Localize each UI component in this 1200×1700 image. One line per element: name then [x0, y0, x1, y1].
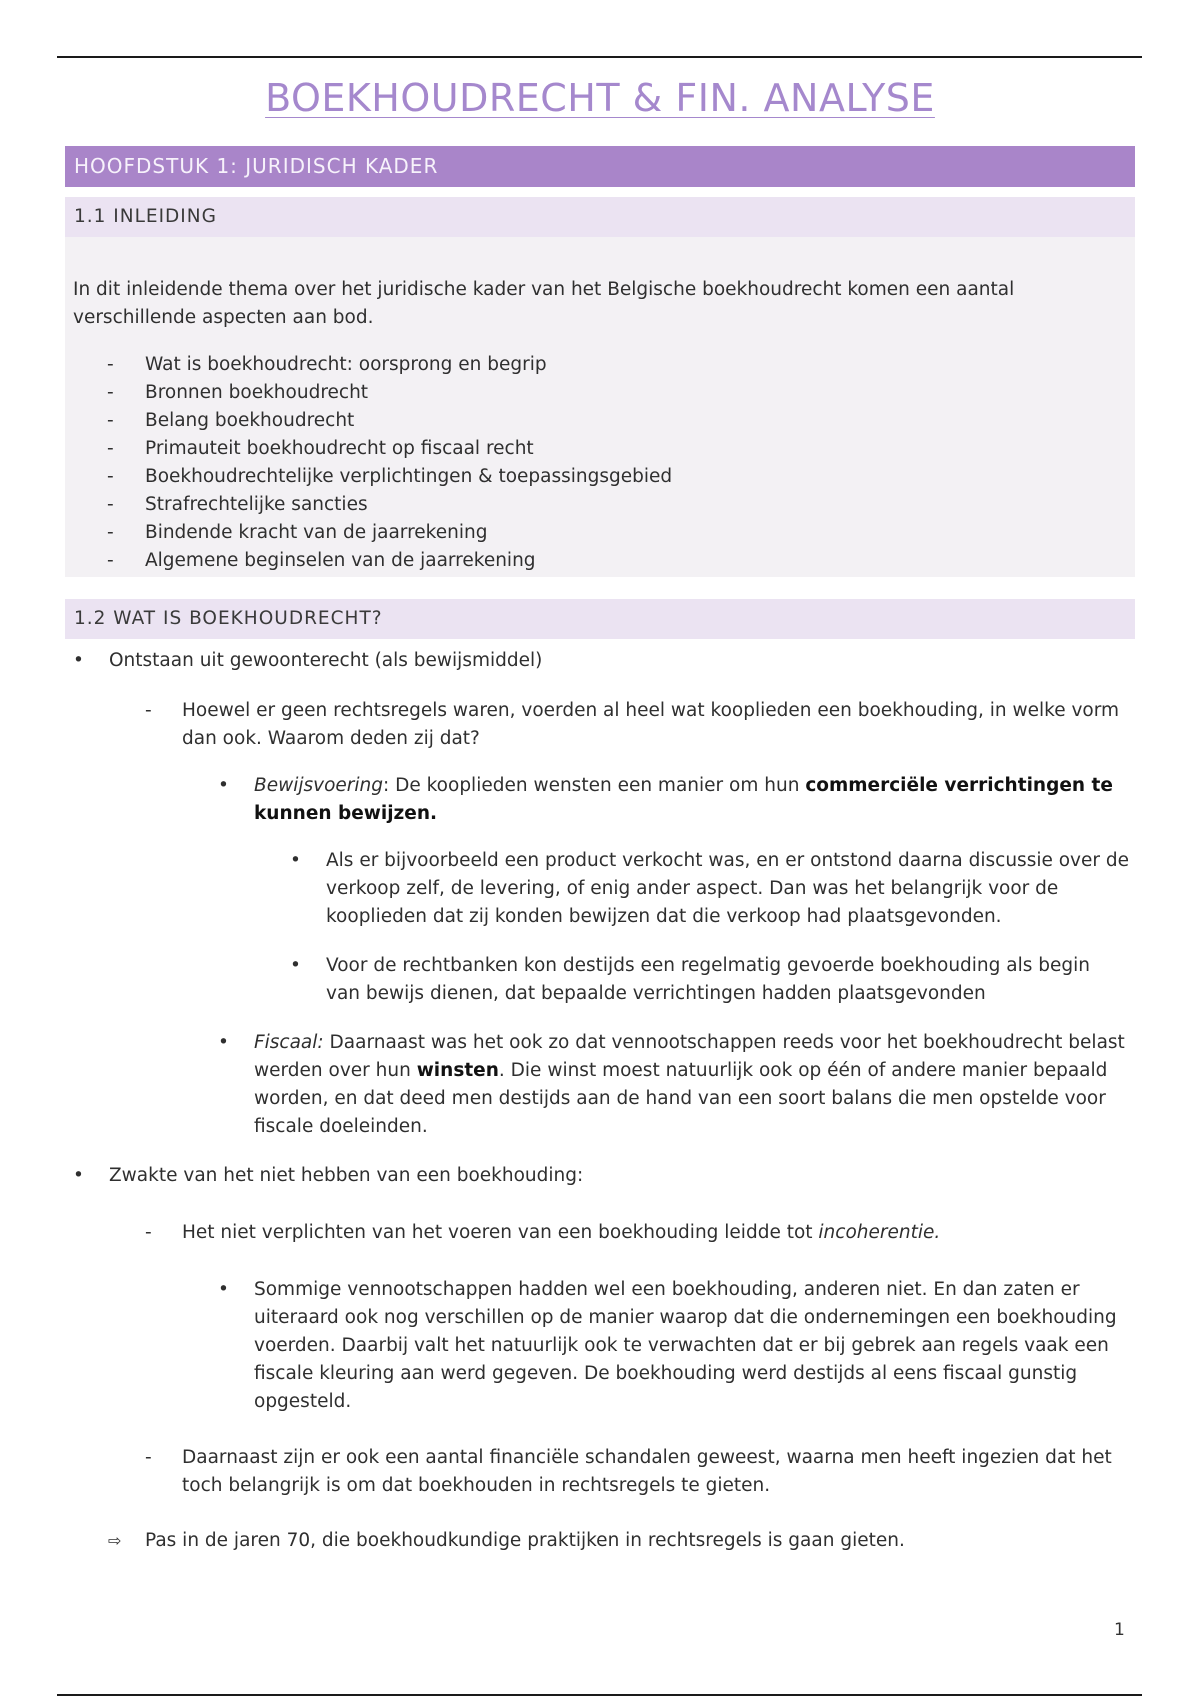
paragraph-line: uiteraard ook nog verschillen op de manier waarop dat die ondernemingen een boekhouding: [254, 1307, 1117, 1328]
list-item: Algemene beginselen van de jaarrekening: [145, 550, 536, 571]
bullet-dot: •: [218, 1032, 229, 1053]
bullet-text: Zwakte van het niet hebben van een boekhouding:: [109, 1165, 584, 1186]
list-marker: -: [107, 382, 114, 403]
term-bewijsvoering: Bewijsvoering: [254, 775, 383, 796]
list-item: Primauteit boekhoudrecht op fiscaal recht: [145, 438, 534, 459]
bullet-text: Ontstaan uit gewoonterecht (als bewijsmiddel): [109, 650, 543, 671]
paragraph-line: worden, en dat deed men destijds aan de hand van een soort balans die men opstelde voor: [254, 1088, 1106, 1109]
list-marker: -: [107, 494, 114, 515]
paragraph-line: Daarnaast zijn er ook een aantal financiële schandalen geweest, waarna men heeft ingezien dat het: [182, 1447, 1112, 1468]
bullet-dash: -: [145, 1447, 152, 1468]
bottom-rule: [57, 1694, 1142, 1696]
paragraph-line: Bewijsvoering: De kooplieden wensten een manier om hun commerciële verrichtingen te: [254, 775, 1113, 796]
paragraph-line: Als er bijvoorbeeld een product verkocht was, en er ontstond daarna discussie over de: [326, 850, 1129, 871]
paragraph-line: Fiscaal: Daarnaast was het ook zo dat vennootschappen reeds voor het boekhoudrecht belast: [254, 1032, 1125, 1053]
paragraph-line: dan ook. Waarom deden zij dat?: [182, 728, 480, 749]
page-number: 1: [1114, 1620, 1125, 1640]
paragraph-line: werden over hun winsten. Die winst moest natuurlijk ook op één of andere manier bepaald: [254, 1060, 1108, 1081]
paragraph-line: voerden. Daarbij valt het natuurlijk ook te verwachten dat er bij gebrek aan regels vaak een: [254, 1335, 1109, 1356]
document-title: BOEKHOUDRECHT & FIN. ANALYSE: [265, 76, 935, 120]
list-marker: -: [107, 410, 114, 431]
list-marker: -: [107, 466, 114, 487]
list-item: Bindende kracht van de jaarrekening: [145, 522, 488, 543]
list-item: Boekhoudrechtelijke verplichtingen & toepassingsgebied: [145, 466, 673, 487]
paragraph-line: toch belangrijk is om dat boekhouden in rechtsregels te gieten.: [182, 1475, 771, 1496]
conclusion-text: Pas in de jaren 70, die boekhoudkundige praktijken in rechtsregels is gaan gieten.: [145, 1530, 905, 1551]
intro-paragraph-line: verschillende aspecten aan bod.: [73, 307, 374, 328]
list-marker: -: [107, 522, 114, 543]
bullet-dot: •: [73, 1165, 84, 1186]
paragraph-line: Sommige vennootschappen hadden wel een boekhouding, anderen niet. En dan zaten er: [254, 1279, 1080, 1300]
paragraph-line: kooplieden dat zij konden bewijzen dat die verkoop had plaatsgevonden.: [326, 906, 1002, 927]
paragraph-line: opgesteld.: [254, 1391, 352, 1412]
list-item: Wat is boekhoudrecht: oorsprong en begrip: [145, 354, 547, 375]
paragraph-line: fiscale doeleinden.: [254, 1116, 428, 1137]
bullet-dot: •: [218, 775, 229, 796]
paragraph-line: verkoop zelf, de levering, of enig ander aspect. Dan was het belangrijk voor de: [326, 878, 1059, 899]
list-item: Belang boekhoudrecht: [145, 410, 355, 431]
bullet-dot: •: [218, 1279, 229, 1300]
list-marker: -: [107, 438, 114, 459]
bullet-dot: •: [73, 650, 84, 671]
paragraph-line: Hoewel er geen rechtsregels waren, voerden al heel wat kooplieden een boekhouding, in welke vorm: [182, 700, 1120, 721]
paragraph-line: van bewijs dienen, dat bepaalde verrichtingen hadden plaatsgevonden: [326, 983, 986, 1004]
section-heading-wat-is-boekhoudrecht: 1.2 WAT IS BOEKHOUDRECHT?: [65, 599, 1135, 639]
chapter-heading: HOOFDSTUK 1: JURIDISCH KADER: [65, 146, 1135, 187]
paragraph-line: Voor de rechtbanken kon destijds een regelmatig gevoerde boekhouding als begin: [326, 955, 1091, 976]
paragraph-line: kunnen bewijzen.: [254, 803, 438, 824]
top-rule: [57, 56, 1142, 58]
term-fiscaal: Fiscaal:: [254, 1032, 324, 1053]
section-heading-inleiding: 1.1 INLEIDING: [65, 197, 1135, 237]
list-item: Strafrechtelijke sancties: [145, 494, 368, 515]
intro-paragraph-line: In dit inleidende thema over het juridische kader van het Belgische boekhoudrecht komen een aantal: [73, 279, 1015, 300]
paragraph-line: fiscale kleuring aan werd gegeven. De boekhouding werd destijds al eens fiscaal gunstig: [254, 1363, 1078, 1384]
list-marker: -: [107, 550, 114, 571]
list-marker: -: [107, 354, 114, 375]
bullet-dot: •: [290, 955, 301, 976]
bullet-dash: -: [145, 1222, 152, 1243]
arrow-icon: ⇨: [108, 1531, 122, 1550]
paragraph-line: Het niet verplichten van het voeren van een boekhouding leidde tot incoherentie.: [182, 1222, 941, 1243]
bullet-dot: •: [290, 850, 301, 871]
bullet-dash: -: [145, 700, 152, 721]
list-item: Bronnen boekhoudrecht: [145, 382, 369, 403]
